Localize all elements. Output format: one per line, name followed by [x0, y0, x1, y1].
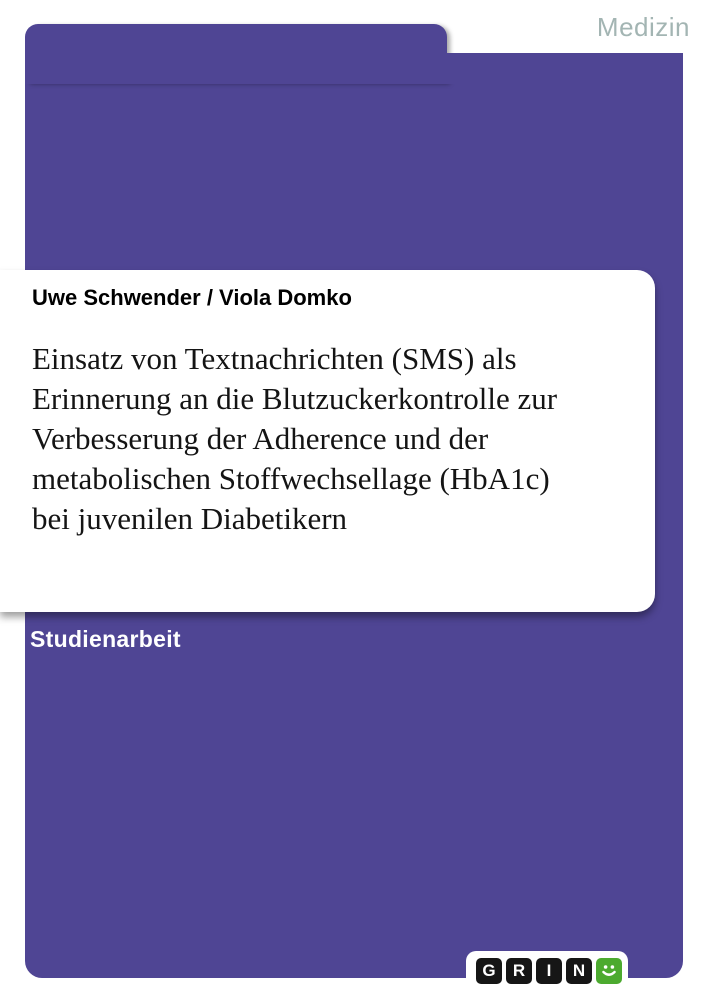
category-label: Medizin [596, 12, 690, 42]
title-line: Erinnerung an die Blutzuckerkontrolle zur [32, 381, 558, 416]
book-title [32, 339, 637, 539]
title-line: Einsatz von Textnachrichten (SMS) als [32, 341, 517, 376]
title-line: bei juvenilen Diabetikern [32, 501, 348, 536]
grin-logo [466, 951, 628, 1000]
logo-letter-i: I [536, 958, 562, 984]
logo-letter-n: N [566, 958, 592, 984]
logo-letter-g: G [476, 958, 502, 984]
smiley-face-icon [596, 958, 622, 984]
document-type-label: Studienarbeit [30, 626, 181, 652]
title-line: Verbesserung der Adherence und der [32, 421, 489, 456]
cover-top-tab [25, 24, 447, 84]
authors-line: Uwe Schwender / Viola Domko [32, 285, 352, 310]
title-line: metabolischen Stoffwechsellage (HbA1c) [32, 461, 550, 496]
logo-letter-r: R [506, 958, 532, 984]
title-card [0, 270, 655, 612]
